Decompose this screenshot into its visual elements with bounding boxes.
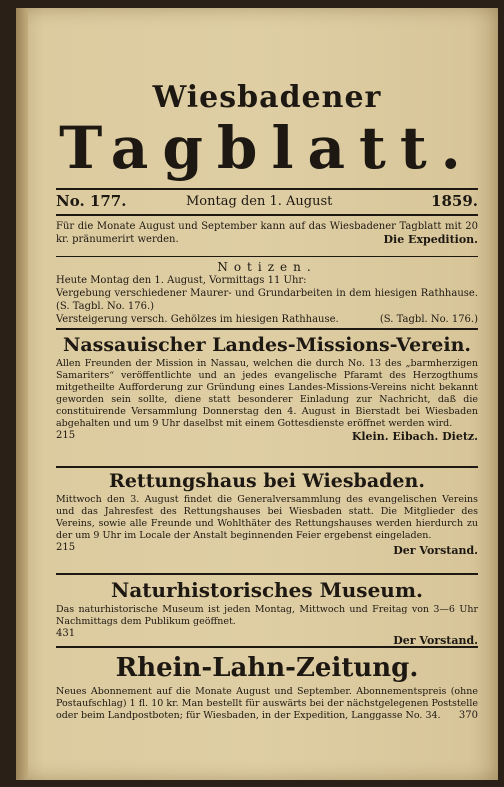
notizen-line-2: Vergebung verschiedener Maurer- und Grundarbeiten in dem hiesigen Rathhause. (S. Tagbl. No. 176.) xyxy=(56,288,478,312)
notizen-rule-bottom xyxy=(56,328,478,330)
masthead-rule-bottom xyxy=(56,214,478,216)
museum-number: 431 xyxy=(56,628,76,639)
mission-signature: Klein. Eibach. Dietz. xyxy=(351,430,478,443)
mission-ad xyxy=(56,332,478,444)
rettungshaus-title: Rettungshaus bei Wiesbaden. xyxy=(109,470,425,492)
issue-year: 1859. xyxy=(431,192,478,210)
notizen-heading: Notizen. xyxy=(217,260,317,274)
page-binding xyxy=(16,8,28,780)
subscription-notice xyxy=(56,220,478,246)
rettungshaus-body: Mittwoch den 3. August findet die Generalversammlung des evangelischen Vereins und das Jahresfest des Rettungshauses bei Wiesbaden statt. Die Mitglieder des Vereins, sowie alle Freunde und Wohlthäter des Rettungshauses werden hierdurch zu der um 9 Uhr im Locale der Anstalt beginnenden Feier ergebenst eingeladen. xyxy=(56,494,478,541)
rheinlahn-number: 370 xyxy=(458,710,478,721)
notizen-line-3-text: Versteigerung versch. Gehölzes im hiesigen Rathhause. xyxy=(56,314,339,325)
rettungshaus-rule xyxy=(56,573,478,575)
issue-date: Montag den 1. August xyxy=(186,194,333,209)
dateline xyxy=(56,192,478,214)
notizen-rule-top xyxy=(56,256,478,257)
mission-footer xyxy=(56,430,478,444)
rheinlahn-ad xyxy=(56,650,478,734)
museum-body: Das naturhistorische Museum ist jeden Montag, Mittwoch und Freitag von 3—6 Uhr Nachmittags dem Publikum geöffnet. xyxy=(56,604,478,627)
museum-ad xyxy=(56,576,478,647)
masthead-title: Tagblatt. xyxy=(59,114,475,182)
museum-signature: Der Vorstand. xyxy=(393,634,478,647)
mission-title: Nassauischer Landes-Missions-Verein. xyxy=(62,334,472,356)
mission-body: Allen Freunden der Mission in Nassau, welchen die durch No. 13 des „barmherzigen Samariters“ veröffentlichte und an jedes evangelische Pfaramt des Herzogthums mitgetheilte Aufforderung zur Gründung eines Landes-Missions-Vereins nicht bekannt geworden sein sollte, diene statt besonderer Einladung zur Nachricht, daß die constituirende Versammlung Donnerstag den 4. August in Bierstadt bei Wiesbaden abgehalten und um 9 Uhr daselbst mit einem Gottesdienste eröffnet werden wird. xyxy=(56,358,478,429)
museum-footer xyxy=(56,628,478,647)
rheinlahn-footer xyxy=(56,710,478,734)
masthead-rule-top xyxy=(56,188,478,190)
notizen-block xyxy=(56,260,478,326)
notizen-line-1: Heute Montag den 1. August, Vormittags 11 Uhr: xyxy=(56,275,307,286)
rettungshaus-ad xyxy=(56,468,478,556)
notizen-line-3-ref: (S. Tagbl. No. 176.) xyxy=(379,314,478,325)
subscription-text: Für die Monate August und September kann auf das Wiesbadener Tagblatt mit 20 kr. pränumerirt werden. xyxy=(56,221,478,245)
museum-rule xyxy=(56,646,478,648)
subscription-signature: Die Expedition. xyxy=(383,233,478,246)
mission-number: 215 xyxy=(56,430,76,441)
rettungshaus-signature: Der Vorstand. xyxy=(393,544,478,557)
rheinlahn-body: Neues Abonnement auf die Monate August und September. Abonnementspreis (ohne Postaufschlag) 1 fl. 10 kr. Man bestellt für auswärts bei der nächstgelegenen Poststelle oder beim Landpostboten; für Wiesbaden, in der Expedition, Langgasse No. 34. xyxy=(56,686,478,721)
issue-number: No. 177. xyxy=(56,192,127,210)
museum-title: Naturhistorisches Museum. xyxy=(111,578,423,602)
rettungshaus-number: 215 xyxy=(56,542,76,553)
newspaper-page xyxy=(16,8,498,780)
rettungshaus-footer xyxy=(56,542,478,556)
page-content xyxy=(56,8,478,780)
rheinlahn-title: Rhein-Lahn-Zeitung. xyxy=(115,653,419,683)
masthead-line1: Wiesbadener xyxy=(152,80,382,115)
notizen-line-3 xyxy=(56,313,478,326)
